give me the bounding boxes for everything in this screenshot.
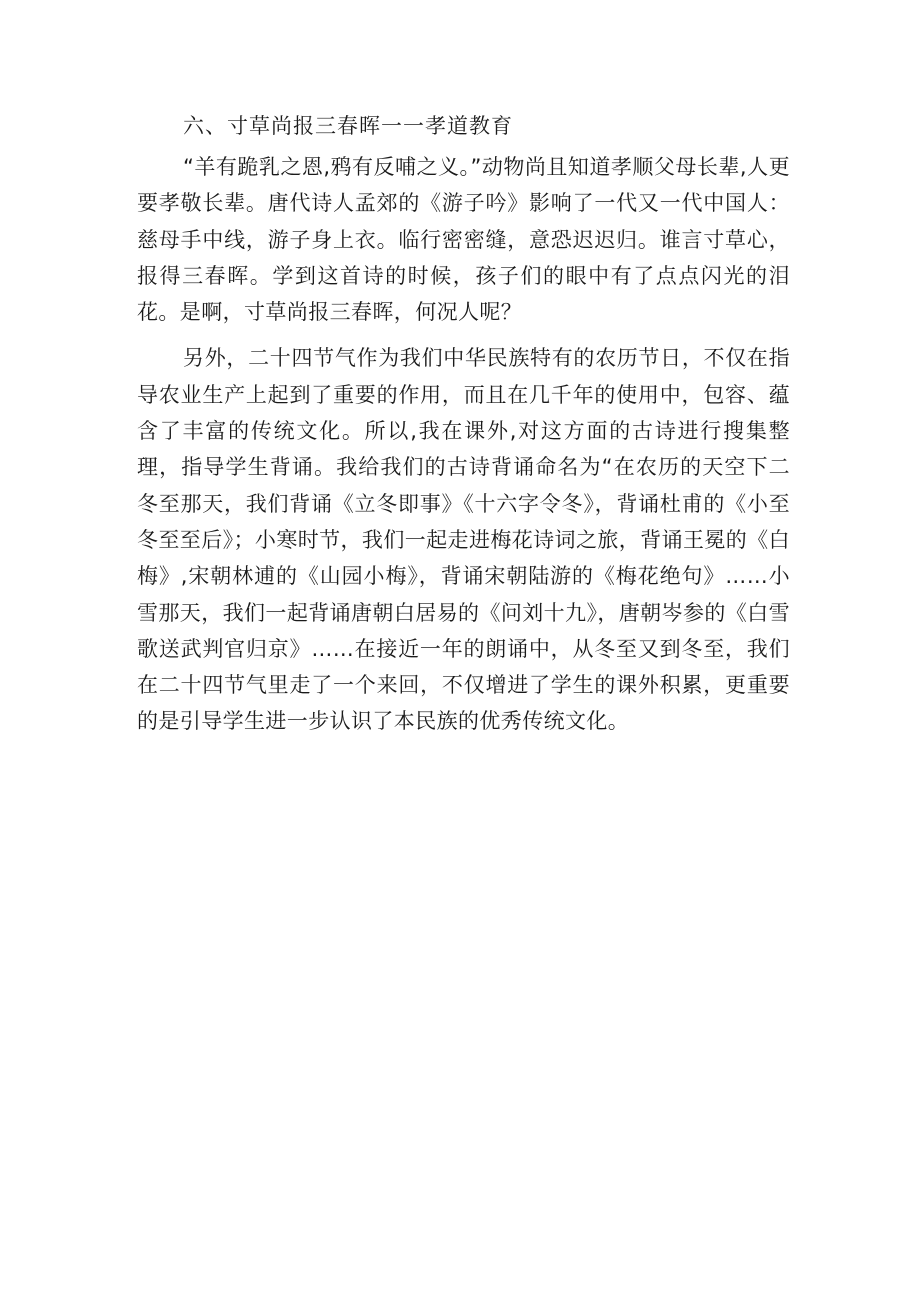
document-body (137, 108, 790, 740)
paragraph-filial-piety: “羊有跪乳之恩,鸦有反哺之义。”动物尚且知道孝顺父母长辈,人更要孝敬长辈。唐代诗人孟郊的《游子吟》影响了一代又一代中国人：慈母手中线，游子身上衣。临行密密缝，意恐迟迟归。谁言寸草心，报得三春晖。学到这首诗的时候，孩子们的眼中有了点点闪光的泪花。是啊，寸草尚报三春晖，何况人呢？ (137, 155, 790, 325)
section-heading: 六、寸草尚报三春晖一一孝道教育 (183, 114, 513, 138)
paragraph-solar-terms: 另外，二十四节气作为我们中华民族特有的农历节日，不仅在指导农业生产上起到了重要的作用，而且在几千年的使用中，包容、蕴含了丰富的传统文化。所以,我在课外,对这方面的古诗进行搜集整理，指导学生背诵。我给我们的古诗背诵命名为“在农历的天空下二冬至那天，我们背诵《立冬即事》《十六字令冬》，背诵杜甫的《小至冬至至后》；小寒时节，我们一起走进梅花诗词之旅，背诵王冕的《白梅》,宋朝林逋的《山园小梅》，背诵宋朝陆游的《梅花绝句》……小雪那天，我们一起背诵唐朝白居易的《问刘十九》，唐朝岑参的《白雪歌送武判官归京》……在接近一年的朗诵中，从冬至又到冬至，我们在二十四节气里走了一个来回，不仅增进了学生的课外积累，更重要的是引导学生进一步认识了本民族的优秀传统文化。 (137, 346, 790, 734)
